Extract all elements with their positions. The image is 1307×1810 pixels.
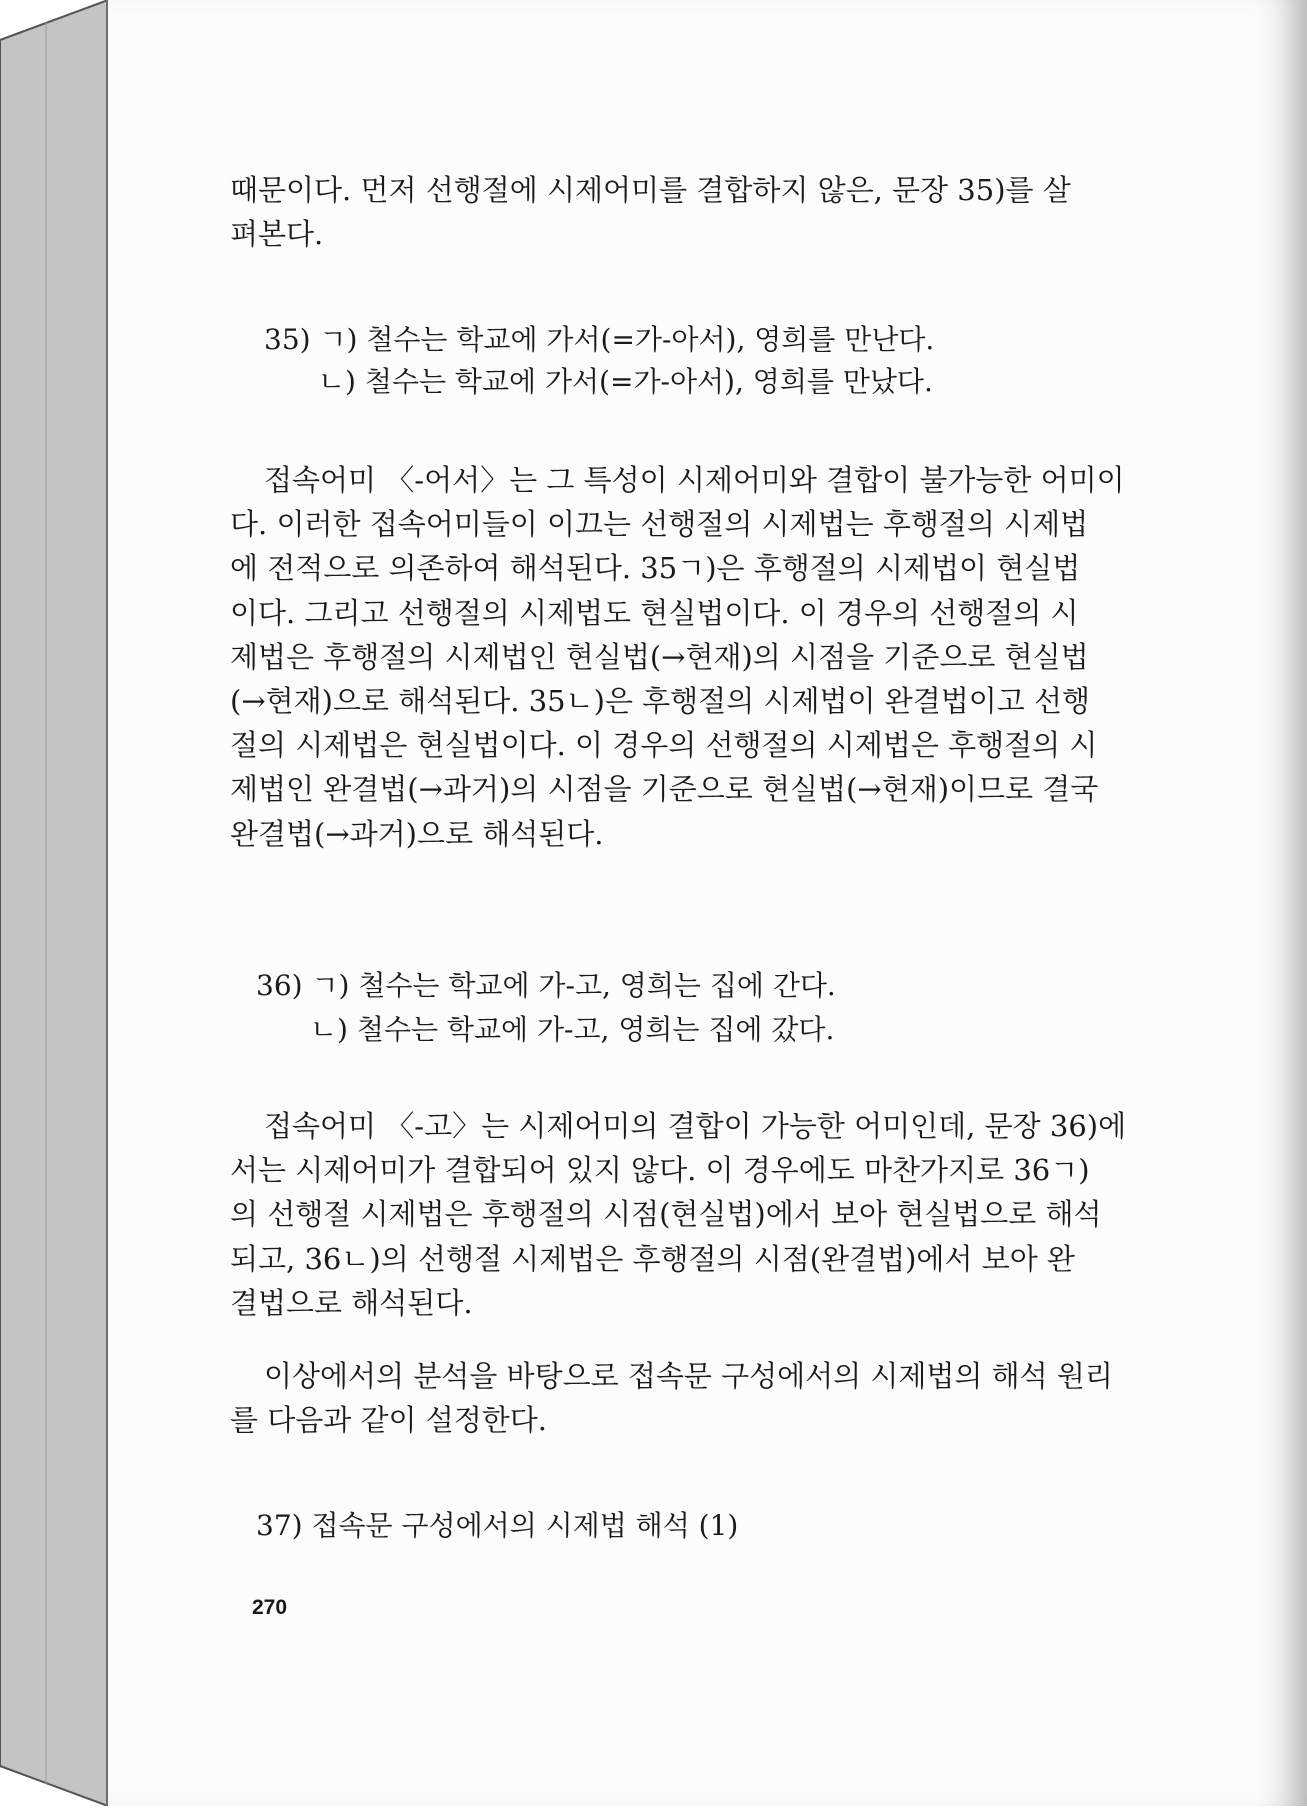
example-35-b: ㄴ) 철수는 학교에 가서(=가-아서), 영희를 만났다. — [318, 365, 933, 398]
paragraph-line: 의 선행절 시제법은 후행절의 시점(현실법)에서 보아 현실법으로 해석 — [230, 1197, 1102, 1232]
example-number: 36) — [256, 969, 303, 1002]
paragraph-3 — [230, 1354, 1130, 1442]
paragraph-line: 제법인 완결법(→과거)의 시점을 기준으로 현실법(→현재)이므로 결국 — [230, 772, 1099, 807]
paragraph-line: 되고, 36ㄴ)의 선행절 시제법은 후행절의 시점(완결법)에서 보아 완 — [230, 1241, 1075, 1276]
paragraph-2 — [230, 1104, 1130, 1325]
paragraph-line: 완결법(→과거)으로 해석된다. — [230, 816, 604, 851]
example-36-b: ㄴ) 철수는 학교에 가-고, 영희는 집에 갔다. — [310, 1013, 835, 1046]
paragraph-line: 결법으로 해석된다. — [230, 1285, 473, 1320]
intro-paragraph — [230, 168, 1130, 256]
page-number: 270 — [252, 1596, 288, 1619]
paragraph-line: 접속어미 〈-고〉는 시제어미의 결합이 가능한 어미인데, 문장 36)에 — [264, 1109, 1127, 1143]
paragraph-1 — [230, 458, 1130, 856]
intro-line: 펴본다. — [230, 217, 324, 252]
example-text: ㄱ) 철수는 학교에 가서(=가-아서), 영희를 만난다. — [319, 323, 935, 356]
paragraph-line: 서는 시제어미가 결합되어 있지 않다. 이 경우에도 마찬가지로 36ㄱ) — [230, 1153, 1090, 1188]
paragraph-line: 절의 시제법은 현실법이다. 이 경우의 선행절의 시제법은 후행절의 시 — [230, 728, 1098, 763]
paragraph-line: 에 전적으로 의존하여 해석된다. 35ㄱ)은 후행절의 시제법이 현실법 — [230, 551, 1081, 586]
example-36-a — [256, 964, 836, 1004]
paragraph-line: 접속어미 〈-어서〉는 그 특성이 시제어미와 결합이 불가능한 어미이 — [264, 463, 1125, 497]
example-number: 35) — [264, 323, 311, 356]
book-spine — [0, 0, 110, 1806]
example-37: 37) 접속문 구성에서의 시제법 해석 (1) — [256, 1509, 739, 1542]
paragraph-line: 이다. 그리고 선행절의 시제법도 현실법이다. 이 경우의 선행절의 시 — [230, 595, 1079, 630]
paragraph-line: 이상에서의 분석을 바탕으로 접속문 구성에서의 시제법의 해석 원리 — [264, 1359, 1113, 1393]
example-text: ㄱ) 철수는 학교에 가-고, 영희는 집에 간다. — [311, 969, 836, 1002]
intro-line: 때문이다. 먼저 선행절에 시제어미를 결합하지 않은, 문장 35)를 살 — [230, 173, 1071, 207]
paragraph-line: (→현재)으로 해석된다. 35ㄴ)은 후행절의 시제법이 완결법이고 선행 — [230, 684, 1091, 719]
paragraph-line: 제법은 후행절의 시제법인 현실법(→현재)의 시점을 기준으로 현실법 — [230, 639, 1089, 674]
paragraph-line: 를 다음과 같이 설정한다. — [230, 1403, 548, 1438]
example-35-a — [264, 318, 934, 358]
paragraph-line: 다. 이러한 접속어미들이 이끄는 선행절의 시제법는 후행절의 시제법 — [230, 507, 1089, 542]
